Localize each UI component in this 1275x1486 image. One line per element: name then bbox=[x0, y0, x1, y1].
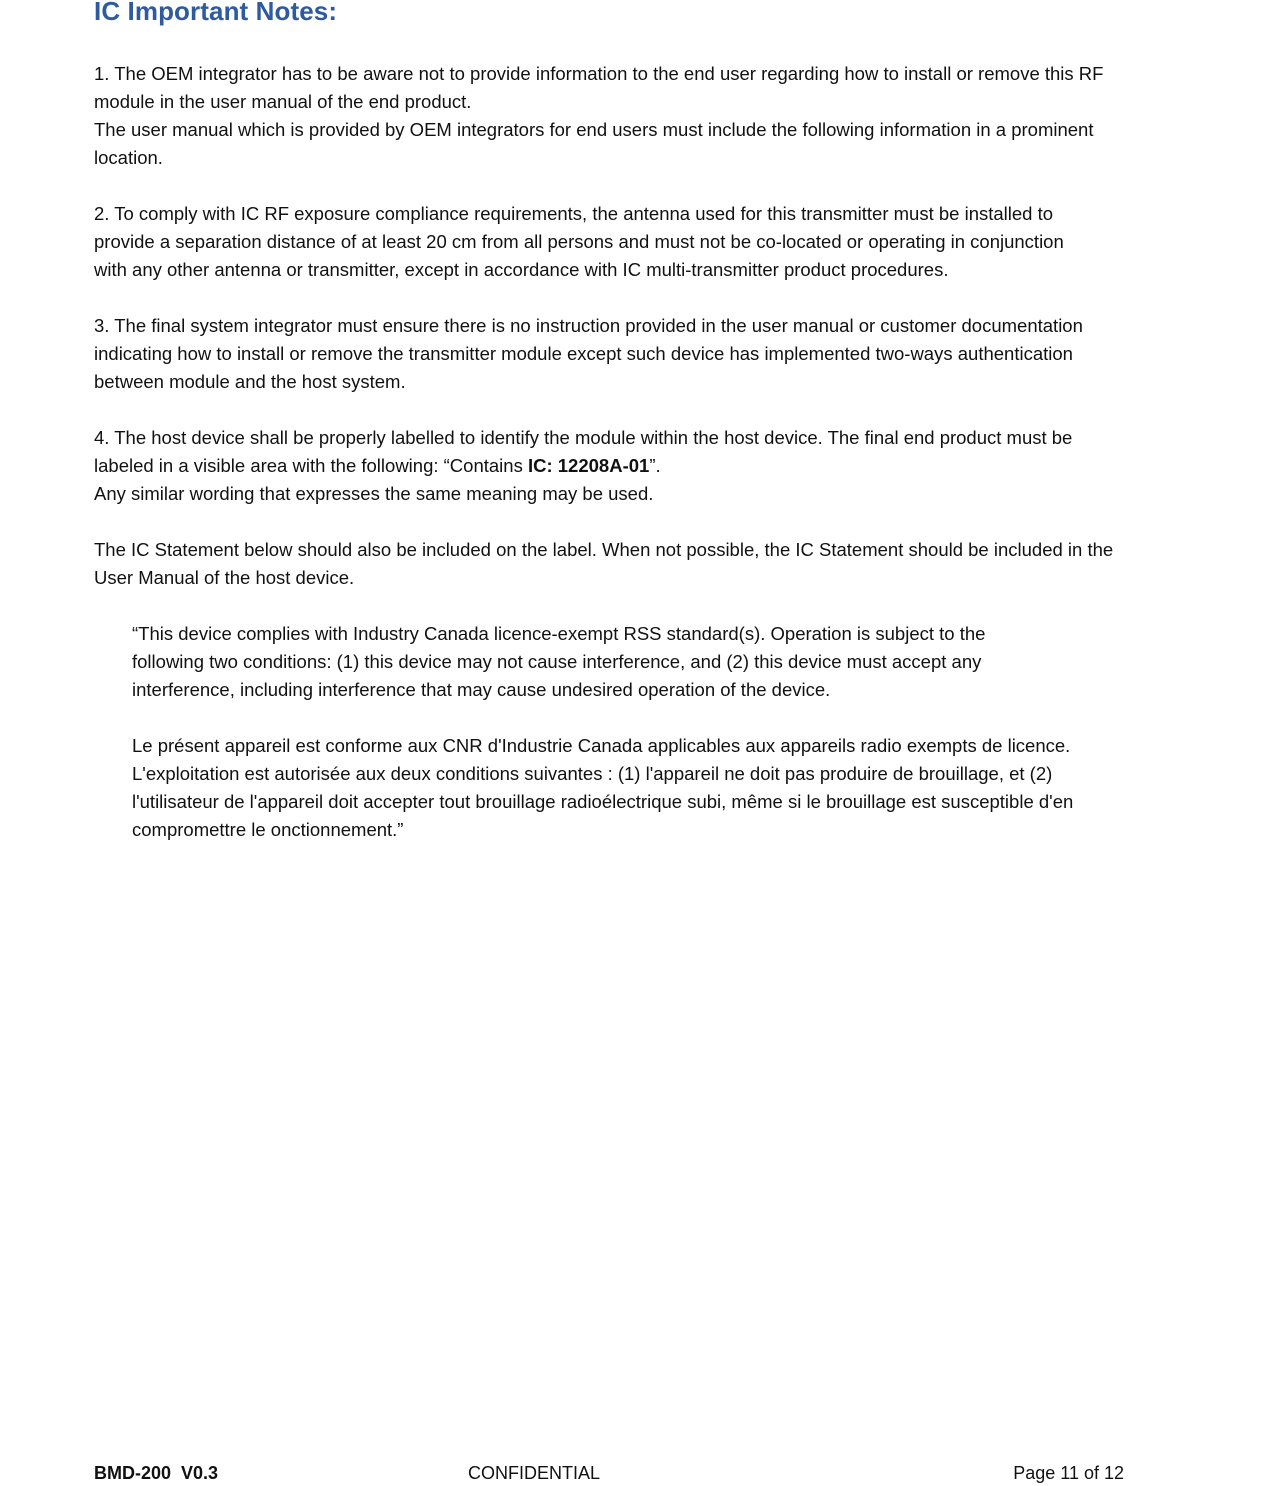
note-4-paragraph bbox=[94, 424, 1094, 508]
note-4-closing: ”. bbox=[649, 455, 661, 476]
note-4-followup: Any similar wording that expresses the same meaning may be used. bbox=[94, 483, 654, 504]
note-1-paragraph bbox=[94, 60, 1124, 172]
ic-statement-french: Le présent appareil est conforme aux CNR d'Industrie Canada applicables aux appareils radio exempts de licence. L'exploitation est autorisée aux deux conditions suivantes : (1) l'appareil ne doit pas produire de brouillage, et (2) l'utilisateur de l'appareil doit accepter tout brouillage radioélectrique subi, même si le brouillage est susceptible d'en compromettre le onctionnement.” bbox=[132, 735, 1074, 840]
statement-intro: The IC Statement below should also be included on the label. When not possible, the IC Statement should be included in the User Manual of the host device. bbox=[94, 539, 1114, 588]
note-1-text: 1. The OEM integrator has to be aware not to provide information to the end user regarding how to install or remove this RF module in the user manual of the end product. bbox=[94, 63, 1104, 112]
footer-classification: CONFIDENTIAL bbox=[468, 1463, 601, 1483]
page-footer bbox=[0, 1461, 1275, 1485]
note-2-paragraph: 2. To comply with IC RF exposure compliance requirements, the antenna used for this transmitter must be installed to provide a separation distance of at least 20 cm from all persons and must not be co-located or operating in conjunction with any other antenna or transmitter, except in accordance with IC multi-transmitter product procedures. bbox=[94, 203, 1064, 280]
footer-document-id: BMD-200 V0.3 bbox=[94, 1463, 219, 1483]
note-1-followup: The user manual which is provided by OEM integrators for end users must include the following information in a prominent location. bbox=[94, 119, 1094, 168]
document-body bbox=[94, 0, 1134, 844]
page-title: IC Important Notes: bbox=[94, 0, 338, 26]
ic-identifier: IC: 12208A-01 bbox=[527, 455, 650, 476]
note-3-paragraph: 3. The final system integrator must ensure there is no instruction provided in the user manual or customer documentation indicating how to install or remove the transmitter module except such device has implemented two-ways authentication between module and the host system. bbox=[94, 315, 1083, 392]
note-4-text: 4. The host device shall be properly labelled to identify the module within the host device. The final end product must be labeled in a visible area with the following: “Contains bbox=[94, 427, 1073, 476]
ic-statement-english: “This device complies with Industry Canada licence-exempt RSS standard(s). Operation is subject to the following two conditions: (1) this device may not cause interference, and (2) this device must accept any interference, including interference that may cause undesired operation of the device. bbox=[132, 623, 986, 700]
footer-page-number: Page 11 of 12 bbox=[1013, 1463, 1124, 1483]
